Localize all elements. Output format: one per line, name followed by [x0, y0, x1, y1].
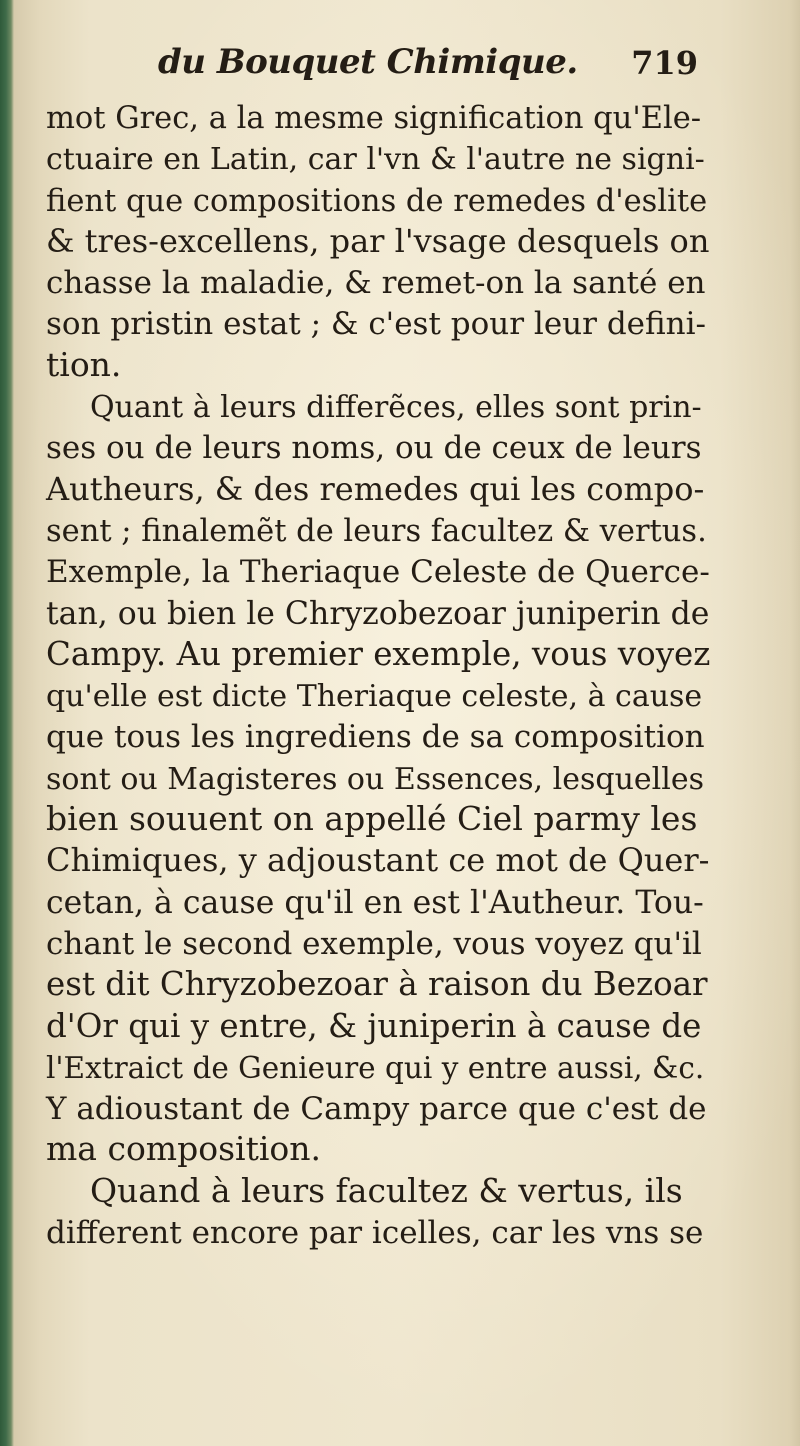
running-title: du Bouquet Chimique.	[158, 42, 578, 82]
text-line: est dit Chryzobezoar à raison du Bezoar	[46, 965, 708, 1004]
page-header	[158, 38, 698, 94]
body-text	[46, 96, 710, 1252]
text-line: bien souuent on appellé Ciel parmy les	[46, 799, 698, 839]
text-line: mot Grec, a la mesme signification qu'Ele-	[46, 101, 702, 136]
text-line-paragraph-start: Quand à leurs facultez & vertus, ils	[90, 1170, 683, 1210]
text-line-paragraph-start: Quant à leurs differẽces, elles sont prin-	[90, 390, 702, 426]
text-line: chasse la maladie, & remet-on la santé en	[46, 265, 706, 302]
text-line: chant le second exemple, vous voyez qu'il	[46, 925, 702, 962]
text-line: sent ; finalemẽt de leurs facultez & vertus.	[46, 513, 707, 549]
text-line: sont ou Magisteres ou Essences, lesquelles	[46, 761, 704, 797]
text-line: d'Or qui y entre, & juniperin à cause de	[46, 1006, 702, 1045]
text-line: qu'elle est dicte Theriaque celeste, à cause	[46, 679, 703, 715]
text-line: cetan, à cause qu'il en est l'Autheur. Tou-	[46, 884, 704, 921]
text-line: que tous les ingrediens de sa composition	[46, 719, 705, 756]
text-line: Y adioustant de Campy parce que c'est de	[46, 1091, 707, 1128]
text-line: l'Extraict de Genieure qui y entre aussi, &c.	[46, 1050, 705, 1085]
page-number: 719	[631, 44, 698, 82]
text-line: Campy. Au premier exemple, vous voyez	[46, 634, 711, 673]
text-line: tion.	[46, 344, 122, 384]
binding-edge	[0, 0, 14, 1446]
text-line: Exemple, la Theriaque Celeste de Querce-	[46, 554, 710, 591]
text-line: Autheurs, & des remedes qui les compo-	[46, 469, 705, 508]
text-line: different encore par icelles, car les vns se	[46, 1215, 704, 1252]
text-line: tan, ou bien le Chryzobezoar juniperin de	[46, 595, 710, 632]
text-line: ses ou de leurs noms, ou de ceux de leurs	[46, 430, 702, 467]
text-line: & tres-excellens, par l'vsage desquels on	[46, 221, 710, 260]
text-line: Chimiques, y adjoustant ce mot de Quer-	[46, 841, 710, 880]
text-line: son pristin estat ; & c'est pour leur defini-	[46, 306, 707, 343]
text-line: ma composition.	[46, 1129, 322, 1169]
text-line: ctuaire en Latin, car l'vn & l'autre ne signi-	[46, 142, 705, 178]
text-line: fient que compositions de remedes d'eslite	[46, 183, 708, 219]
